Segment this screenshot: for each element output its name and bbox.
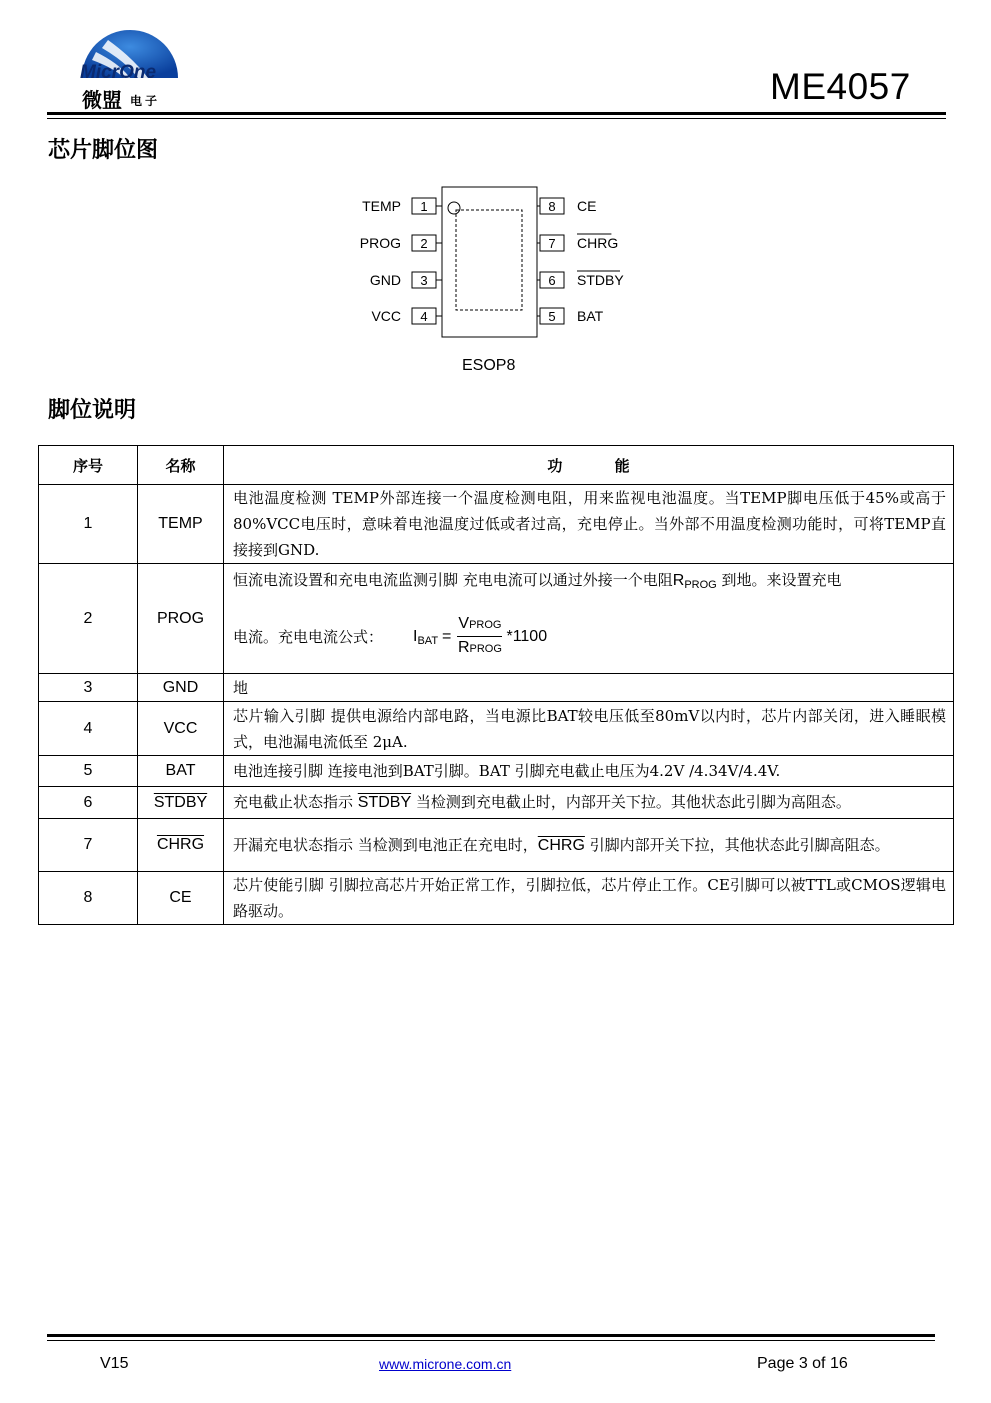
pin-function: 电池温度检测 TEMP外部连接一个温度检测电阻，用来监视电池温度。当TEMP脚电压低于45%或高于80%VCC电压时，意味着电池温度过低或者过高，充电停止。当外部不用温度检测功能时，可将TEMP直接接到GND. [224,485,954,564]
header-index: 序号 [39,446,138,485]
pin-number: 2 [39,564,138,674]
pin-name: VCC [138,702,224,756]
table-row [39,787,954,819]
formula-denominator-sub: PROG [469,643,502,655]
logo-cn-text: 微盟 [82,88,122,112]
pin-number: 4 [39,702,138,756]
formula-numerator-sub: PROG [469,619,502,631]
table-row [39,485,954,564]
pin-name-label: PROG [359,235,401,251]
footer-rule-thin [47,1340,935,1341]
formula-numerator: V [458,615,470,632]
rprog-symbol: R [672,572,685,589]
chrg-overline-label: CHRG [537,836,585,854]
table-row [39,872,954,925]
stdby-overline-label: STDBY [357,794,412,811]
table-row [39,819,954,872]
pin-number: 6 [39,787,138,819]
pin-number-label: 3 [420,273,428,288]
footer-website-link[interactable]: www.microne.com.cn [379,1356,512,1372]
pin-name: BAT [138,756,224,787]
pin-name: CE [138,872,224,925]
prog-text-c: 电流。充电电流公式： [233,627,384,646]
pin-function [224,564,954,674]
pin-name: GND [138,674,224,702]
pin-name: PROG [138,564,224,674]
pin-name-label: STDBY [577,272,624,288]
pin-number: 3 [39,674,138,702]
logo-latin-text: MicrOne [80,62,157,83]
table-row [39,702,954,756]
pin-function: 芯片输入引脚 提供电源给内部电路，当电源比BAT较电压低至80mV以内时，芯片内部关闭，进入睡眠模式，电池漏电流低至 2μA. [224,702,954,756]
table-row [39,674,954,702]
prog-text-a: 恒流电流设置和充电电流监测引脚 充电电流可以通过外接一个电阻 [233,571,673,589]
header-name: 名称 [138,446,224,485]
table-row [39,756,954,787]
table-header-row [39,446,954,485]
pin-number: 5 [39,756,138,787]
formula-lhs-sub: BAT [417,634,439,647]
pin-name-label: CHRG [577,235,619,251]
table-row [39,564,954,674]
pin-number: 1 [39,485,138,564]
charge-current-formula [413,614,547,659]
pin-number: 8 [39,872,138,925]
stdby-text-a: 充电截止状态指示 [233,793,358,811]
formula-multiplier: *1100 [506,627,548,645]
pin-function: 电池连接引脚 连接电池到BAT引脚。BAT 引脚充电截止电压为4.2V /4.34V/4.4V. [224,756,954,787]
pin-number-label: 4 [420,309,428,324]
pin-number-label: 5 [548,309,556,324]
document-title: ME4057 [770,66,911,107]
pin-name: STDBY [138,787,224,819]
section-heading-description: 脚位说明 [48,398,137,423]
header-rule-thin [47,118,946,119]
pin-description-table [38,445,954,925]
formula-equals: = [442,627,452,645]
company-logo [78,18,182,110]
rprog-subscript: PROG [684,579,717,591]
pin-number: 7 [39,819,138,872]
pin-number-label: 6 [548,273,556,288]
stdby-text-b: 当检测到充电截止时，内部开关下拉。其他状态此引脚为高阻态。 [411,793,851,811]
chrg-text-a: 开漏充电状态指示 当检测到电池正在充电时， [233,835,538,854]
pin-diagram [340,184,660,344]
footer-version: V15 [100,1355,129,1372]
footer-page-number: Page 3 of 16 [757,1355,848,1372]
pin-function: 地 [224,674,954,702]
pin-name-label: TEMP [362,198,401,214]
pin-name-label: CE [577,198,597,214]
pin-name-label: BAT [577,308,604,324]
pin-number-label: 2 [420,236,428,251]
formula-fraction [457,614,502,659]
pin-name: CHRG [138,819,224,872]
formula-denominator: R [457,639,470,656]
chrg-text-b: 引脚内部开关下拉，其他状态此引脚高阻态。 [584,835,890,854]
footer-rule-thick [47,1334,935,1337]
header-function: 功 能 [224,446,954,485]
section-heading-pinout: 芯片脚位图 [48,138,159,163]
pin-name-label: GND [369,272,401,288]
pin-name: TEMP [138,485,224,564]
pin-function [224,819,954,872]
formula-lhs: I [413,627,418,645]
pin-number-label: 8 [548,199,556,214]
pin-function: 芯片使能引脚 引脚拉高芯片开始正常工作，引脚拉低，芯片停止工作。CE引脚可以被TTL或CMOS逻辑电路驱动。 [224,872,954,925]
pin-name-label: VCC [371,308,401,324]
logo-cn-small-text: 电子 [130,94,161,108]
pin-number-label: 7 [548,236,556,251]
header-rule-thick [47,112,946,115]
pin-function [224,787,954,819]
pin-number-label: 1 [420,199,428,214]
package-label: ESOP8 [462,357,516,374]
prog-text-b: 到地。来设置充电 [716,571,842,589]
